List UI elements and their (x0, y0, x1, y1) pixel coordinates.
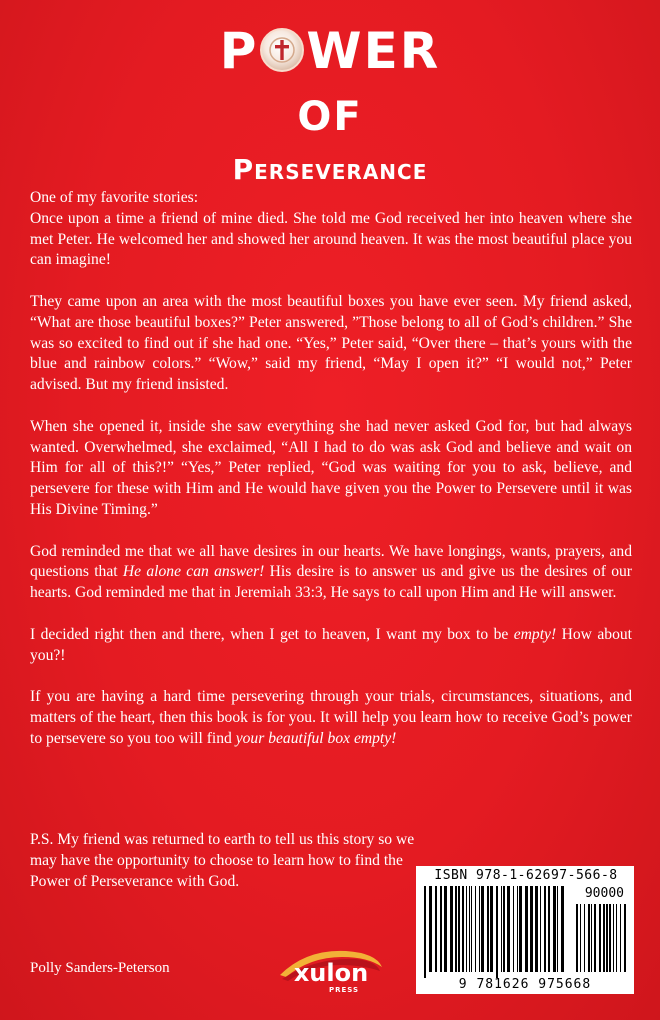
barcode-bar (599, 904, 601, 972)
barcode-bar (594, 904, 596, 972)
barcode-bar (519, 886, 522, 972)
barcode-bar (487, 886, 489, 972)
xulon-press-logo (276, 945, 386, 995)
author-name: Polly Sanders-Peterson (30, 960, 170, 976)
barcode-bar (435, 886, 437, 972)
title-letters-wer: WER (306, 22, 441, 80)
barcode-bar (424, 886, 426, 978)
barcode-bar (544, 886, 546, 972)
barcode-bar (616, 904, 617, 972)
barcode-bar (517, 886, 518, 972)
barcode-bar (466, 886, 467, 972)
barcode-bar (535, 886, 538, 972)
barcode-bar (553, 886, 556, 972)
barcode-bar (507, 886, 510, 972)
barcode-bar (609, 904, 611, 972)
barcode-bar (613, 904, 614, 972)
barcode-bar (481, 886, 484, 972)
barcode-bar (513, 886, 514, 972)
barcode-digits: 9 781626 975668 (458, 977, 592, 992)
barcode-bar (479, 886, 480, 972)
barcode-bar (455, 886, 457, 972)
back-cover-text (30, 188, 632, 770)
barcode-bar (450, 886, 453, 972)
barcode-bar (471, 886, 472, 972)
barcode-bar (462, 886, 464, 972)
paragraph-intro-line: One of my favorite stories: (30, 189, 199, 206)
paragraph-book-pitch: If you are having a hard time persevering through your trials, circumstances, situations, and matters of the heart, then this book is for you. It will help you learn how to receive God’s power to persevere so you too will find your beautiful box empty! (30, 688, 632, 747)
barcode-bar (458, 886, 460, 972)
postscript: P.S. My friend was returned to earth to tell us this story so we may have the opportunity to choose to learn how to find the Power of Perseverance with God. (30, 831, 415, 890)
title-of: OF (297, 94, 363, 140)
isbn-barcode (416, 866, 634, 994)
barcode-bar (540, 886, 541, 972)
title-power (0, 22, 660, 80)
barcode-bar (503, 886, 505, 972)
barcode-bar (548, 886, 550, 972)
barcode-bar (501, 886, 502, 972)
barcode-bar (496, 886, 498, 978)
title-letter-p: P (219, 22, 259, 80)
barcode-bar (591, 904, 592, 972)
paragraph-opened-box: When she opened it, inside she saw everything she had never asked God for, but had always wanted. Overwhelmed, she exclaimed, “All I had to do was ask God and believe and wait on Him for all of this?!” “Yes,” Peter replied, “God was waiting for you to ask, believe, and persevere for these with Him and He would have given you the Power to Persevere until it was His Divine Timing.” (30, 417, 632, 518)
barcode-bar (603, 904, 605, 972)
barcode-bar (580, 904, 581, 972)
barcode-bar (429, 886, 432, 972)
paragraph-empty-box: I decided right then and there, when I get to heaven, I want my box to be empty! How about you?! (30, 625, 632, 664)
barcode-bar (490, 886, 493, 972)
barcode-bar (440, 886, 442, 972)
barcode-bar (475, 886, 476, 972)
barcode-bar (561, 886, 564, 972)
barcode-bar (469, 886, 470, 972)
barcode-bar (606, 904, 608, 972)
paragraph-boxes: They came upon an area with the most beautiful boxes you have ever seen. My friend asked, “What are those beautiful boxes?” Peter answered, ”Those belong to all of God’s children.” She was so excited to find out if she had one. “Yes,” Peter said, “Over there – that’s yours with the blue and rainbow colors.” “Wow,” said my friend, “May I open it?” “I would not,” Peter advised. But my friend insisted. (30, 292, 632, 394)
barcode-bar (525, 886, 528, 972)
price-code: 90000 (584, 886, 624, 901)
barcode-bar (620, 904, 621, 972)
barcode-bar (584, 904, 585, 972)
barcode-bar (444, 886, 447, 972)
paragraph-desires: God reminded me that we all have desires in our hearts. We have longings, wants, prayers, and questions that He alone can answer! His desire is to answer us and give us the desires of our hearts. God reminded me that in Jeremiah 33:3, He says to call upon Him and He will answer. (30, 542, 632, 602)
barcode-bar (588, 904, 590, 972)
logo-wordmark: xulon (293, 959, 369, 987)
isbn-label: ISBN 978-1-62697-566-8 (434, 868, 618, 883)
cross-seal-icon (260, 28, 304, 72)
barcode-bar (557, 886, 558, 972)
paragraph-story-opening: Once upon a time a friend of mine died. She told me God received her into heaven where she met Peter. He welcomed her and showed her around heaven. It was the most beautiful place you can imagine! (30, 209, 632, 269)
logo-imprint: PRESS (328, 986, 360, 994)
barcode-bar (530, 886, 533, 972)
title-perseverance: Perseverance (232, 153, 428, 186)
barcode-bar (624, 904, 626, 972)
barcode-bars (416, 866, 634, 994)
barcode-bar (576, 904, 578, 972)
